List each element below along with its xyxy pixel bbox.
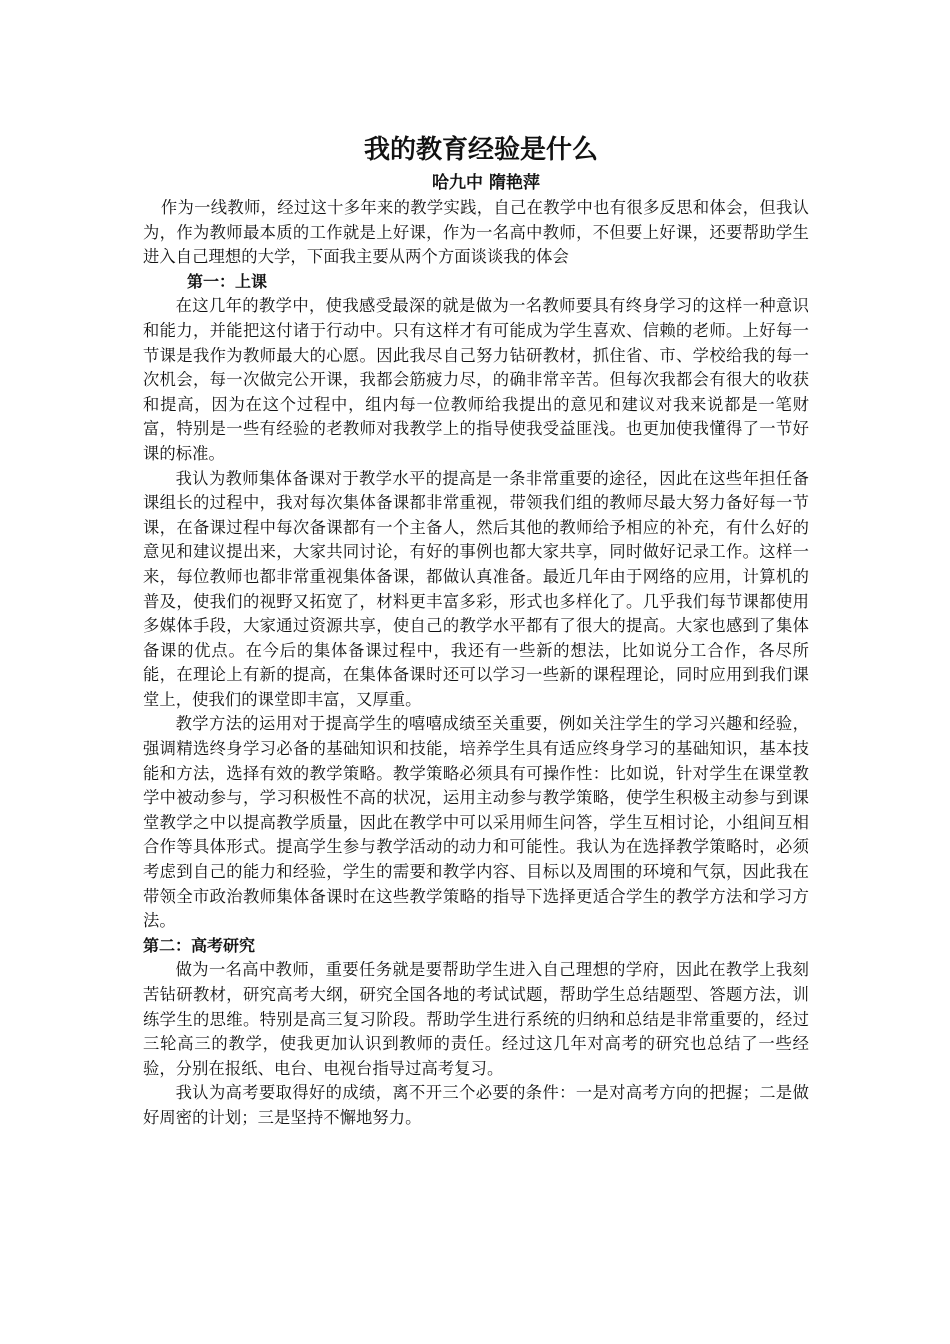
document-page: [143, 130, 809, 1131]
section-2-paragraph: 做为一名高中教师，重要任务就是要帮助学生进入自己理想的学府，因此在教学上我刻苦钻研教材，研究高考大纲，研究全国各地的考试试题，帮助学生总结题型、答题方法，训练学生的思维。特别是高三复习阶段。帮助学生进行系统的归纳和总结是非常重要的，经过三轮高三的教学，使我更加认识到教师的责任。经过这几年对高考的研究也总结了一些经验，分别在报纸、电台、电视台指导过高考复习。: [143, 960, 809, 1078]
section-1-heading: 第一：上课: [187, 271, 268, 291]
document-title: 我的教育经验是什么: [363, 135, 598, 165]
author-line: 哈九中 隋艳萍: [432, 173, 540, 193]
section-2-heading: 第二：高考研究: [143, 935, 256, 955]
section-1-paragraph: 我认为教师集体备课对于教学水平的提高是一条非常重要的途径，因此在这些年担任备课组长的过程中，我对每次集体备课都非常重视，带领我们组的教师尽最大努力备好每一节课，在备课过程中每次备课都有一个主备人，然后其他的教师给予相应的补充，有什么好的意见和建议提出来，大家共同讨论，有好的事例也都大家共享，同时做好记录工作。这样一来，每位教师也都非常重视集体备课，都做认真准备。最近几年由于网络的应用，计算机的普及，使我们的视野又拓宽了，材料更丰富多彩，形式也多样化了。几乎我们每节课都使用多媒体手段，大家通过资源共享，使自己的教学水平都有了很大的提高。大家也感到了集体备课的优点。在今后的集体备课过程中，我还有一些新的想法，比如说分工合作，各尽所能，在理论上有新的提高，在集体备课时还可以学习一些新的课程理论，同时应用到我们课堂上，使我们的课堂即丰富，又厚重。: [143, 468, 809, 709]
section-2-paragraph: 我认为高考要取得好的成绩，离不开三个必要的条件：一是对高考方向的把握；二是做好周密的计划；三是坚持不懈地努力。: [143, 1083, 809, 1127]
section-1-paragraph: 在这几年的教学中，使我感受最深的就是做为一名教师要具有终身学习的这样一种意识和能力，并能把这付诸于行动中。只有这样才有可能成为学生喜欢、信赖的老师。上好每一节课是我作为教师最大的心愿。因此我尽自己努力钻研教材，抓住省、市、学校给我的每一次机会，每一次做完公开课，我都会筋疲力尽，的确非常辛苦。但每次我都会有很大的收获和提高，因为在这个过程中，组内每一位教师给我提出的意见和建议对我来说都是一笔财富，特别是一些有经验的老教师对我教学上的指导使我受益匪浅。也更加使我懂得了一节好课的标准。: [143, 296, 809, 463]
section-1-paragraph: 教学方法的运用对于提高学生的嘻嘻成绩至关重要，例如关注学生的学习兴趣和经验，强调精选终身学习必备的基础知识和技能，培养学生具有适应终身学习的基础知识，基本技能和方法，选择有效的教学策略。教学策略必须具有可操作性：比如说，针对学生在课堂教学中被动参与，学习积极性不高的状况，运用主动参与教学策略，使学生积极主动参与到课堂教学之中以提高教学质量，因此在教学中可以采用师生问答，学生互相讨论，小组间互相合作等具体形式。提高学生参与教学活动的动力和可能性。我认为在选择教学策略时，必须考虑到自己的能力和经验，学生的需要和教学内容、目标以及周围的环境和气氛，因此我在带领全市政治教师集体备课时在这些教学策略的指导下选择更适合学生的教学方法和学习方法。: [143, 714, 809, 931]
intro-paragraph: 作为一线教师，经过这十多年来的教学实践，自己在教学中也有很多反思和体会，但我认为，作为教师最本质的工作就是上好课，作为一名高中教师，不但要上好课，还要帮助学生进入自己理想的大学，下面我主要从两个方面谈谈我的体会: [143, 198, 809, 267]
